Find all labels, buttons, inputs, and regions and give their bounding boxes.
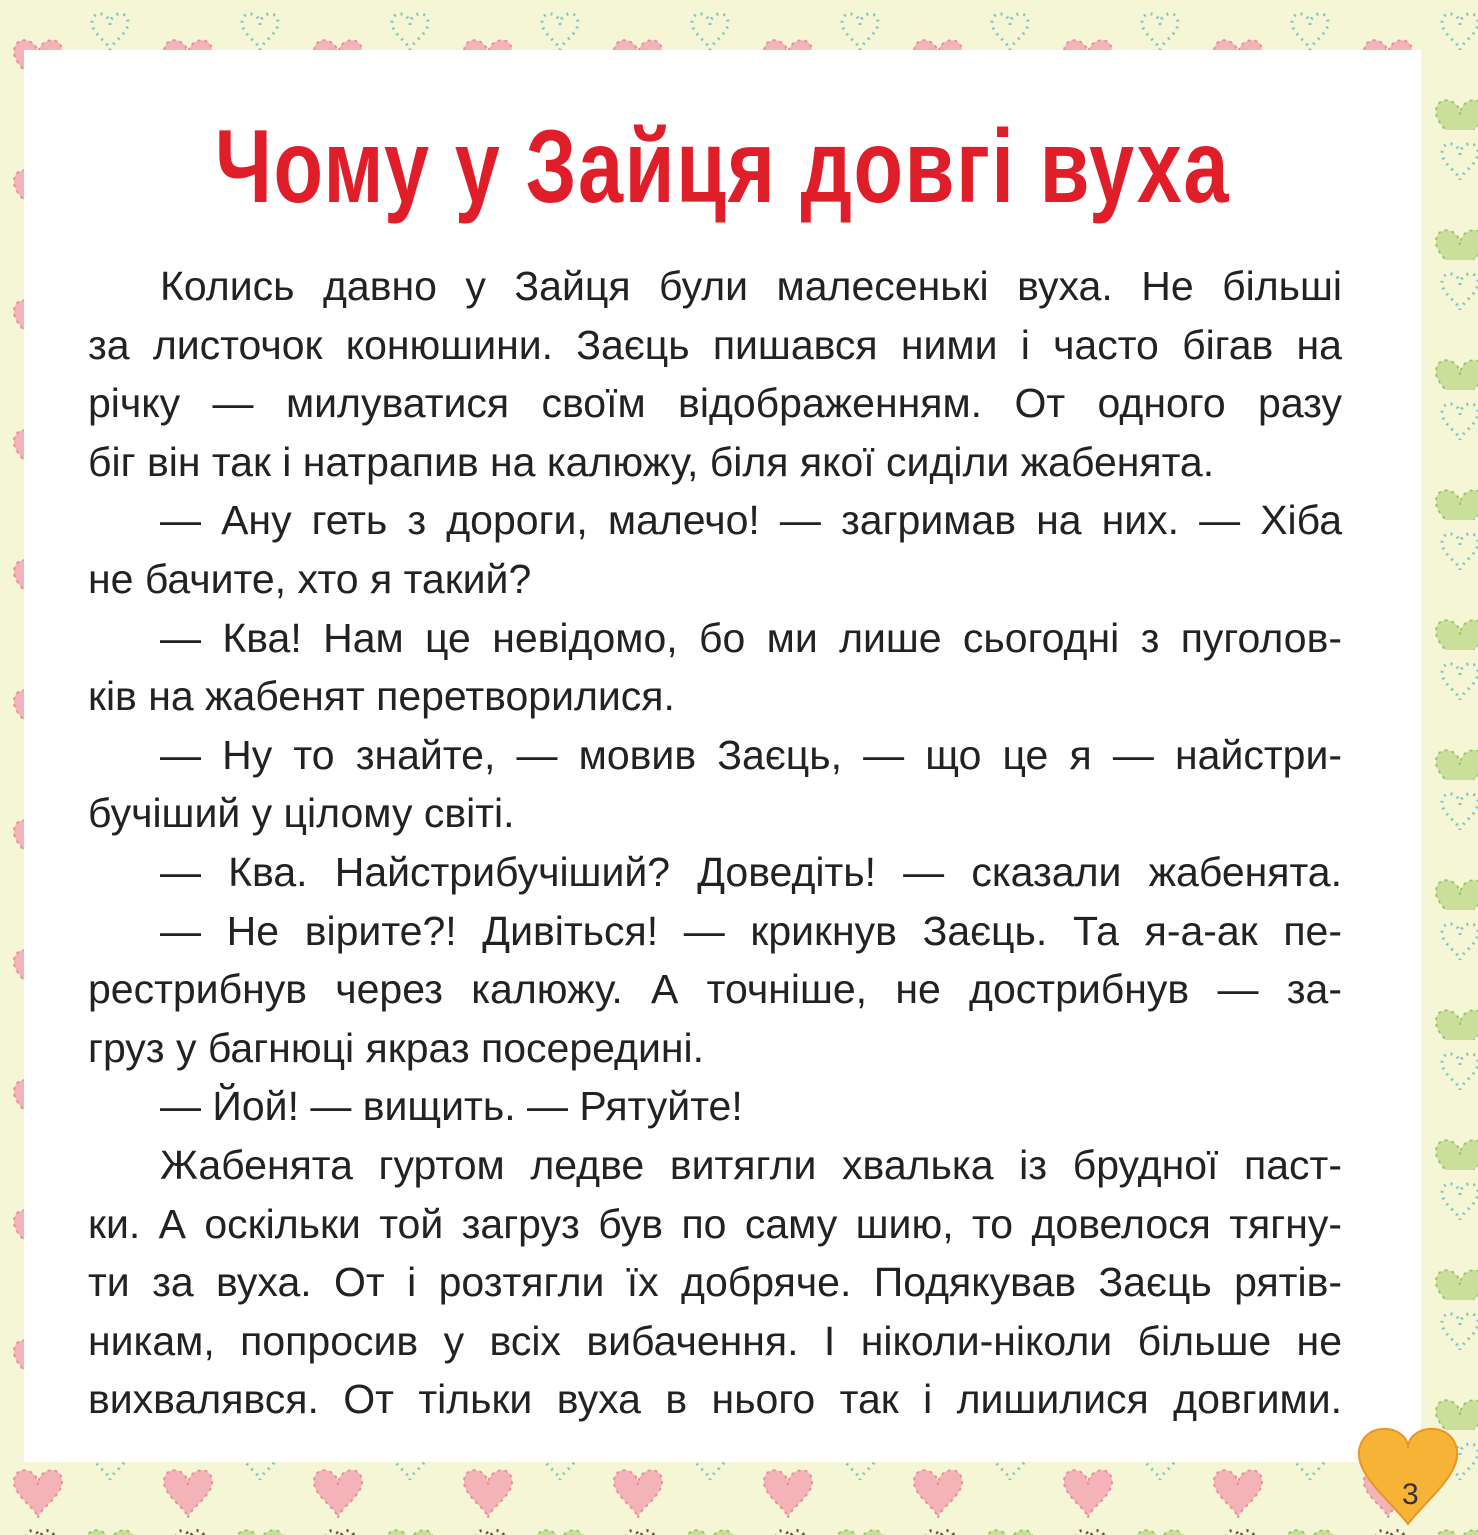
story-line: — Йой! — вищить. — Рятуйте! — [160, 1083, 743, 1130]
story-line: біг він так і натрапив на калюжу, біля якої сиділи жабенята. — [88, 438, 1215, 485]
story-text — [88, 257, 1342, 1429]
story-line: — Ну то знайте, — мовив Заєць, — що це я — найстри- — [160, 731, 1342, 778]
story-line: ти за вуха. От і розтягли їх добряче. Подякував Заєць рятів- — [88, 1259, 1342, 1306]
story-line: Жабенята гуртом ледве витягли хвалька із брудної паст- — [160, 1141, 1342, 1188]
story-line: — Ква! Нам це невідомо, бо ми лише сьогодні з пуголов- — [160, 614, 1342, 661]
page-number: 3 — [1402, 1478, 1419, 1511]
story-line: никам, попросив у всіх вибачення. І ніколи-ніколи більше не — [88, 1317, 1342, 1364]
story-line: — Не вірите?! Дивіться! — крикнув Заєць. Та я-а-ак пе- — [160, 907, 1342, 954]
story-line: ків на жабенят перетворилися. — [88, 673, 675, 720]
story-line: груз у багнюці якраз посередині. — [88, 1024, 705, 1071]
story-line: ки. А оскільки той загруз був по саму шию, то довелося тягну- — [88, 1200, 1342, 1247]
story-line: за листочок конюшини. Заєць пишався ними і часто бігав на — [88, 321, 1342, 368]
story-title: Чому у Зайця довгі вуха — [214, 109, 1231, 225]
story-line: бучіший у цілому світі. — [88, 790, 515, 837]
story-line: вихвалявся. От тільки вуха в нього так і лишилися довгими. — [88, 1376, 1342, 1423]
story-line: — Ану геть з дороги, малечо! — загримав на них. — Хіба — [160, 497, 1342, 544]
story-line: не бачите, хто я такий? — [88, 555, 532, 602]
story-line: Колись давно у Зайця були малесенькі вуха. Не більші — [160, 263, 1342, 309]
story-line: — Ква. Найстрибучіший? Доведіть! — сказали жабенята. — [160, 848, 1342, 895]
story-line: річку — милуватися своїм відображенням. От одного разу — [88, 380, 1342, 427]
story-line: рестрибнув через калюжу. А точніше, не дострибнув — за- — [88, 966, 1342, 1013]
page-content — [24, 50, 1421, 1462]
